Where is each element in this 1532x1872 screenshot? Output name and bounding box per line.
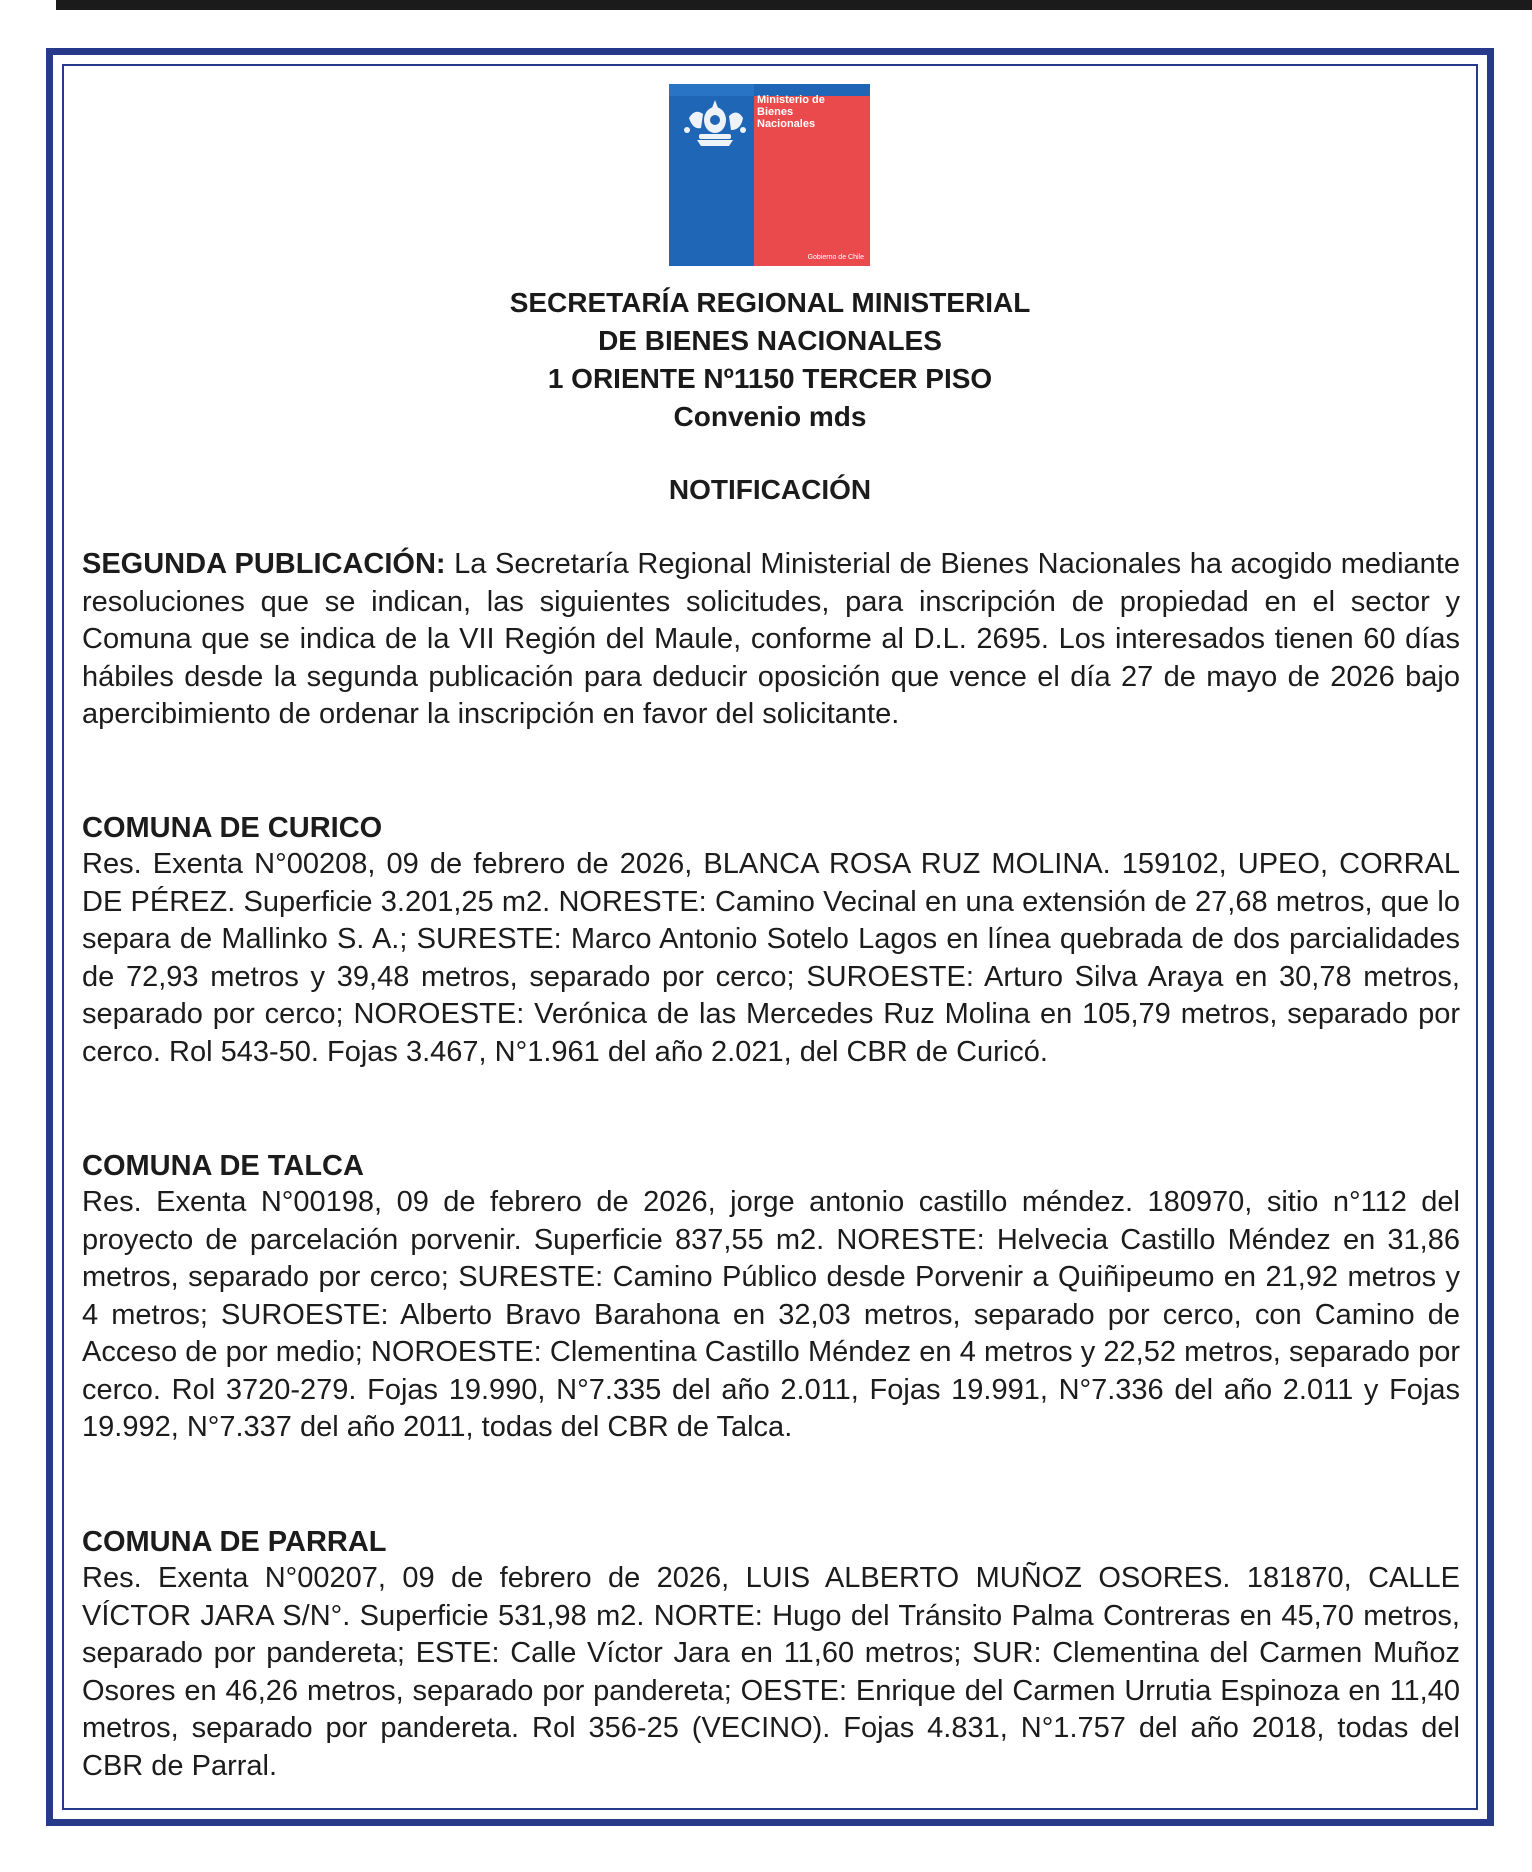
section-title-talca: COMUNA DE TALCA	[82, 1150, 364, 1182]
header-line-4: Convenio mds	[673, 401, 867, 432]
ministry-logo	[669, 84, 870, 266]
header-line-3: 1 ORIENTE Nº1150 TERCER PISO	[547, 363, 993, 394]
section-title-parral: COMUNA DE PARRAL	[82, 1526, 387, 1558]
coat-of-arms-icon	[669, 90, 754, 180]
logo-line-3: Nacionales	[757, 118, 816, 130]
logo-footer: Gobierno de Chile	[807, 254, 864, 261]
header-line-2: DE BIENES NACIONALES	[598, 325, 942, 356]
section-text-curico: Res. Exenta N°00208, 09 de febrero de 2026, BLANCA ROSA RUZ MOLINA. 159102, UPEO, CORRAL DE PÉREZ. Superficie 3.201,25 m2. NORESTE: Camino Vecinal en una extensión de 27,68 metros, que lo separa de Mallinko S. A.; SURESTE: Marco Antonio Sotelo Lagos en línea quebrada de dos parcialidades de 72,93 metros y 39,48 metros, separado por cerco; SUROESTE: Arturo Silva Araya en 30,78 metros, separado por cerco; NOROESTE: Verónica de las Mercedes Ruz Molina en 105,79 metros, separado por cerco. Rol 543-50. Fojas 3.467, N°1.961 del año 2.021, del CBR de Curicó.	[82, 848, 1460, 1068]
logo-blue-panel	[669, 84, 754, 266]
header-line-1: SECRETARÍA REGIONAL MINISTERIAL	[509, 287, 1031, 318]
top-border-bar	[56, 0, 1532, 10]
document-header	[100, 284, 1440, 436]
intro-paragraph	[82, 546, 1460, 734]
section-text-parral: Res. Exenta N°00207, 09 de febrero de 2026, LUIS ALBERTO MUÑOZ OSORES. 181870, CALLE VÍCTOR JARA S/N°. Superficie 531,98 m2. NORTE: Hugo del Tránsito Palma Contreras en 45,70 metros, separado por pandereta; ESTE: Calle Víctor Jara en 11,60 metros; SUR: Clementina del Carmen Muñoz Osores en 46,26 metros, separado por pandereta; OESTE: Enrique del Carmen Urrutia Espinoza en 11,40 metros, separado por pandereta. Rol 356-25 (VECINO). Fojas 4.831, N°1.757 del año 2018, todas del CBR de Parral.	[82, 1562, 1460, 1782]
notification-title: NOTIFICACIÓN	[668, 474, 872, 505]
section-text-talca: Res. Exenta N°00198, 09 de febrero de 2026, jorge antonio castillo méndez. 180970, sitio n°112 del proyecto de parcelación porvenir. Superficie 837,55 m2. NORESTE: Helvecia Castillo Méndez en 31,86 metros, separado por cerco; SURESTE: Camino Público desde Porvenir a Quiñipeumo en 21,92 metros y 4 metros; SUROESTE: Alberto Bravo Barahona en 32,03 metros, separado por cerco, con Camino de Acceso de por medio; NOROESTE: Clementina Castillo Méndez en 4 metros y 22,52 metros, separado por cerco. Rol 3720-279. Fojas 19.990, N°7.335 del año 2.011, Fojas 19.991, N°7.336 del año 2.011 y Fojas 19.992, N°7.337 del año 2011, todas del CBR de Talca.	[82, 1186, 1460, 1443]
logo-line-1: Ministerio de	[757, 94, 825, 106]
intro-label: SEGUNDA PUBLICACIÓN:	[82, 548, 446, 580]
section-title-curico: COMUNA DE CURICO	[82, 812, 383, 844]
logo-text	[757, 94, 867, 130]
logo-line-2: Bienes	[757, 106, 794, 118]
intro-text: La Secretaría Regional Ministerial de Bienes Nacionales ha acogido mediante resoluciones que se indican, las siguientes solicitudes, para inscripción de propiedad en el sector y Comuna que se indica de la VII Región del Maule, conforme al D.L. 2695. Los interesados tienen 60 días hábiles desde la segunda publicación para deducir oposición que vence el día 27 de mayo de 2026 bajo apercibimiento de ordenar la inscripción en favor del solicitante.	[82, 548, 1460, 730]
